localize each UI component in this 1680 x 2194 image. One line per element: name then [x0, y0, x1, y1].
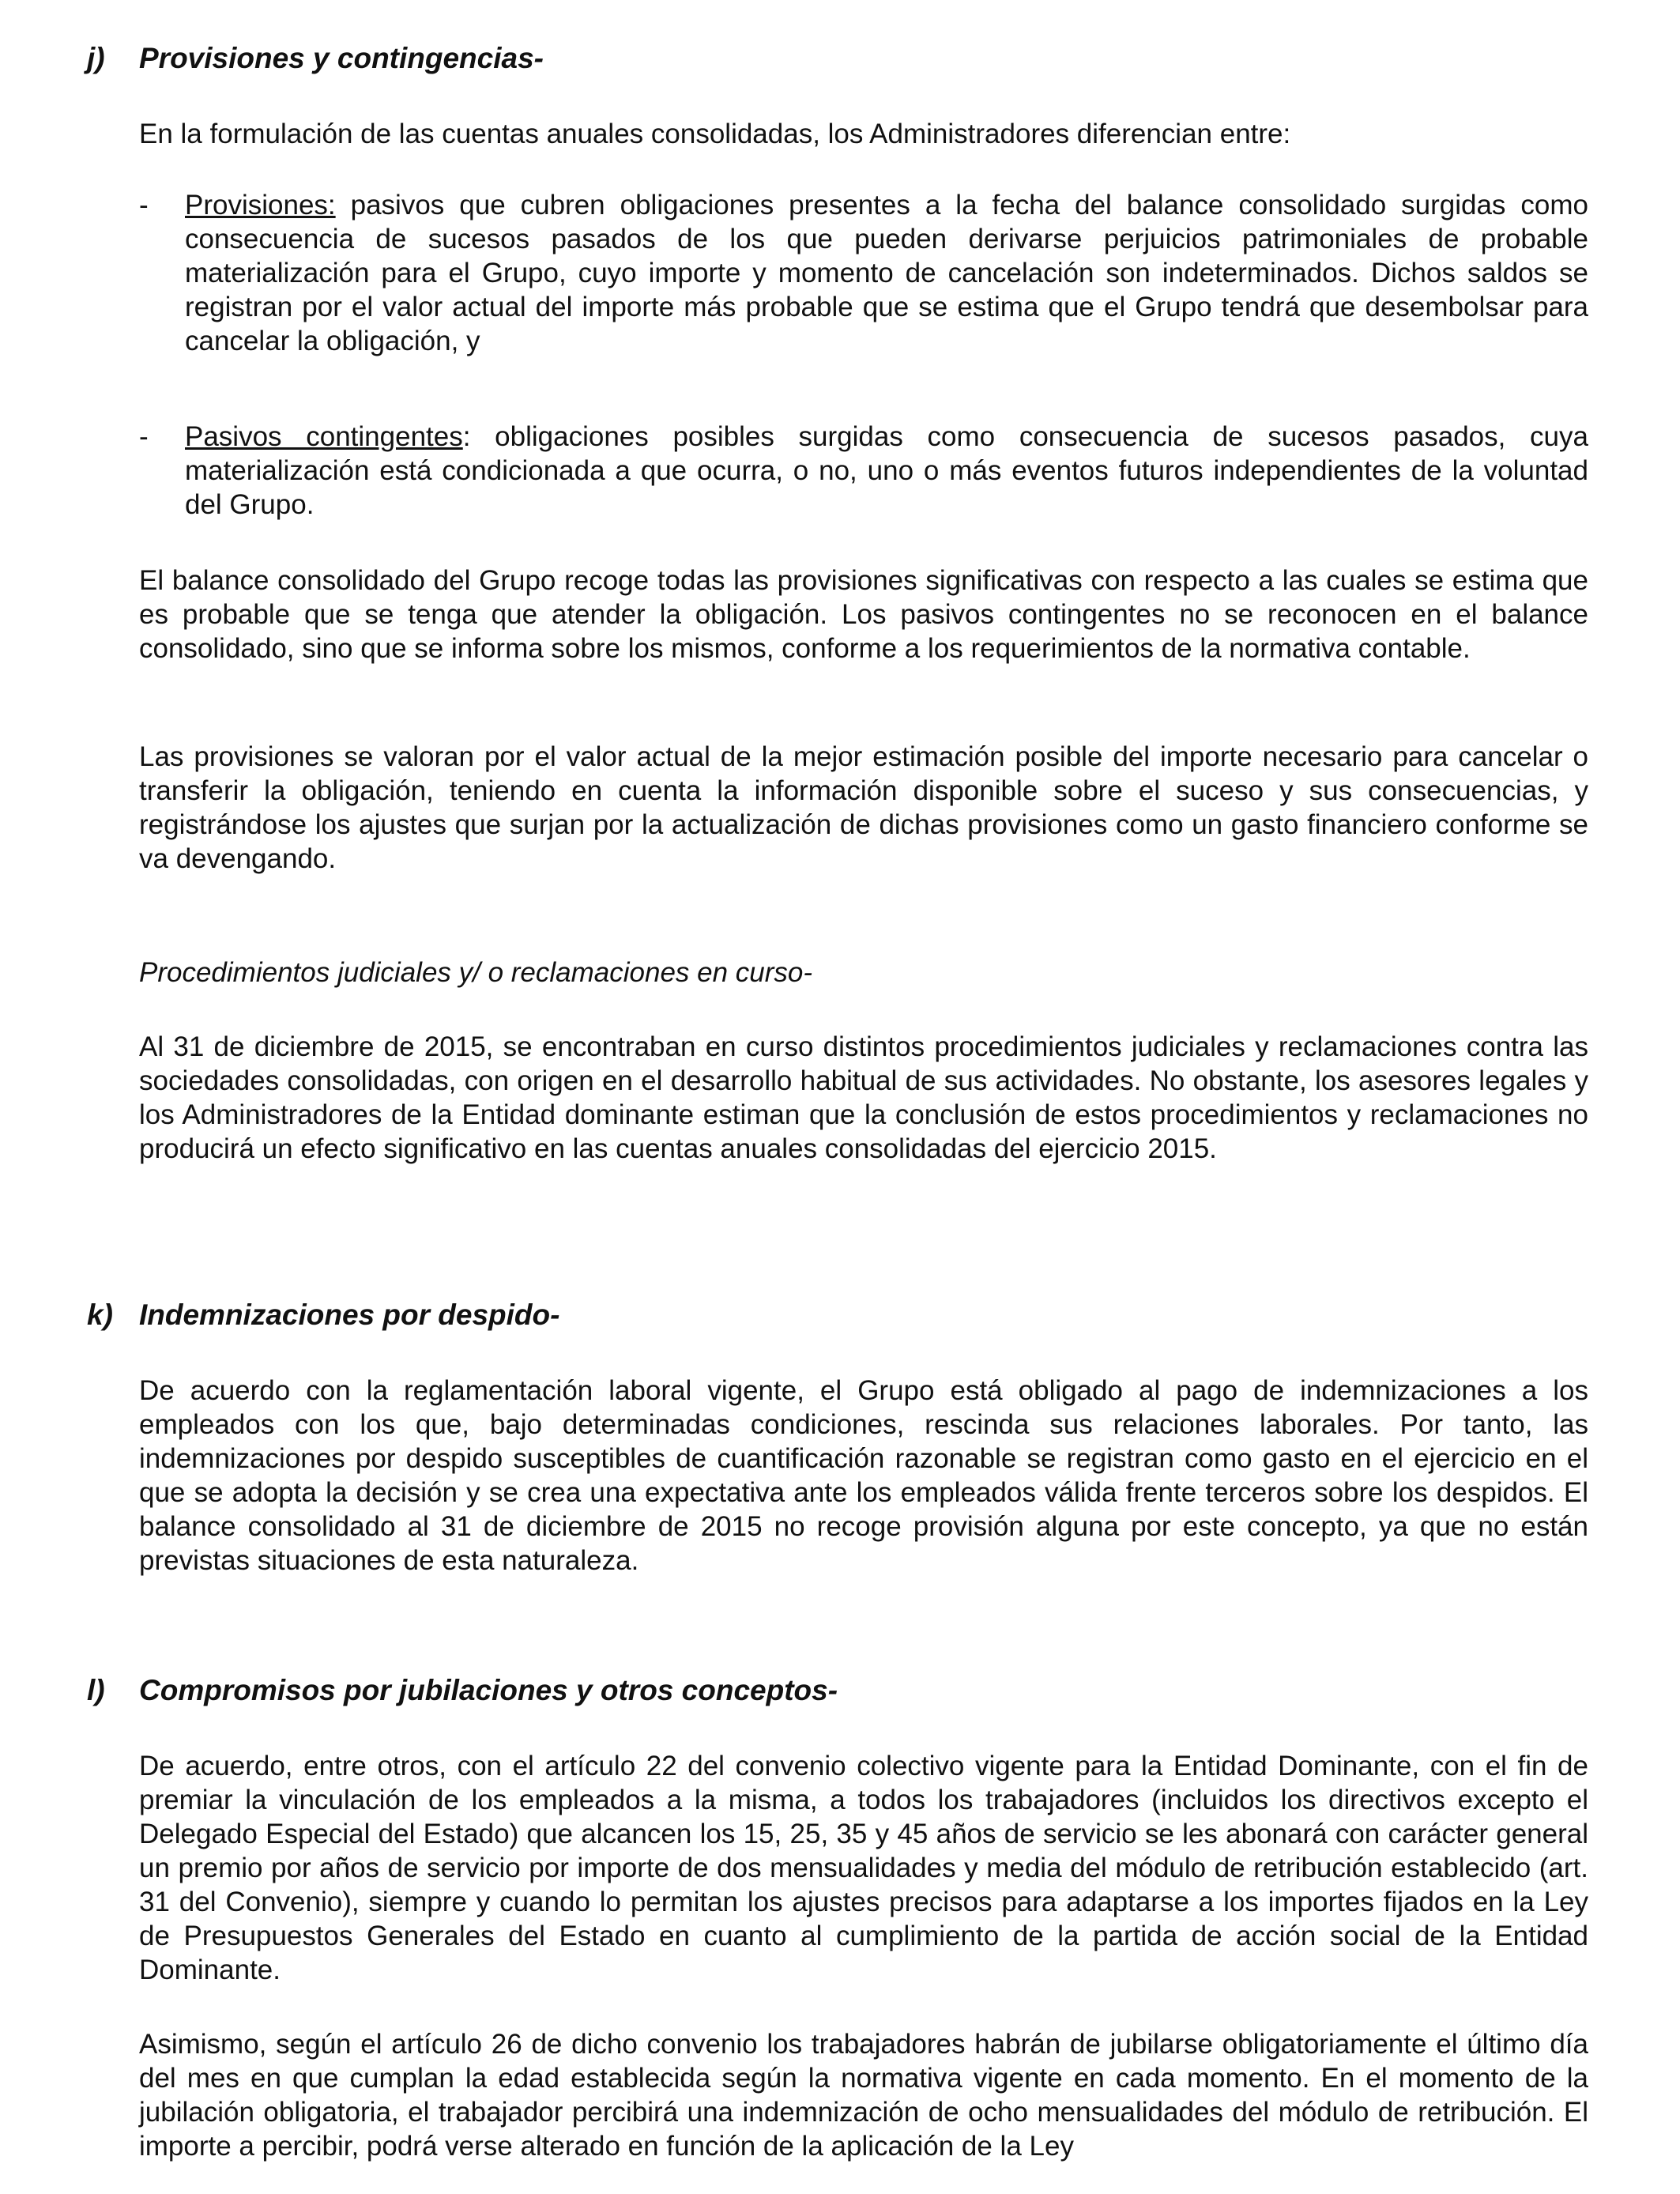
section-j-paragraph-1: El balance consolidado del Grupo recoge todas las provisiones significativas con respecto a las cuales se estima que es probable que se tenga que atender la obligación. Los pasivos contingentes no se reconocen en el balance consolidado, sino que se informa sobre los mismos, conforme a los requerimientos de la normativa contable.	[139, 565, 1588, 664]
term-pasivos-contingentes: Pasivos contingentes	[185, 421, 463, 452]
term-provisiones: Provisiones:	[185, 190, 336, 221]
bullet-pasivos-body: : obligaciones posibles surgidas como consecuencia de sucesos pasados, cuya materialización está condicionada a que ocurra, o no, uno o más eventos futuros independientes de la voluntad del Grupo.	[185, 421, 1588, 520]
section-j-heading	[87, 41, 544, 76]
section-k-title: Indemnizaciones por despido-	[139, 1299, 560, 1331]
subheading-procedimientos: Procedimientos judiciales y/ o reclamaciones en curso-	[139, 957, 813, 988]
bullet-pasivos-text	[185, 420, 1588, 522]
section-k-paragraph-1: De acuerdo con la reglamentación laboral vigente, el Grupo está obligado al pago de indemnizaciones a los empleados con los que, bajo determinadas condiciones, rescinda sus relaciones laborales. Por tanto, las indemnizaciones por despido susceptibles de cuantificación razonable se registran como gasto en el ejercicio en el que se adopta la decisión y se crea una expectativa ante los empleados válida frente terceros sobre los despidos. El balance consolidado al 31 de diciembre de 2015 no recoge provisión alguna por este concepto, ya que no están previstas situaciones de esta naturaleza.	[139, 1375, 1588, 1576]
section-l-heading	[87, 1673, 838, 1708]
section-j-letter: j)	[87, 42, 105, 74]
bullet-dash: -	[139, 190, 149, 221]
section-j-intro: En la formulación de las cuentas anuales consolidadas, los Administradores diferencian entre:	[139, 119, 1291, 149]
section-j-paragraph-2: Las provisiones se valoran por el valor actual de la mejor estimación posible del importe necesario para cancelar o transferir la obligación, teniendo en cuenta la información disponible sobre el suceso y sus consecuencias, y registrándose los ajustes que surjan por la actualización de dichas provisiones como un gasto financiero conforme se va devengando.	[139, 741, 1588, 874]
section-l-paragraph-1: De acuerdo, entre otros, con el artículo 22 del convenio colectivo vigente para la Entidad Dominante, con el fin de premiar la vinculación de los empleados a la misma, a todos los trabajadores (incluidos los directivos excepto el Delegado Especial del Estado) que alcancen los 15, 25, 35 y 45 años de servicio se les abonará con carácter general un premio por años de servicio por importe de dos mensualidades y media del módulo de retribución establecido (art. 31 del Convenio), siempre y cuando lo permitan los ajustes precisos para adaptarse a los importes fijados en la Ley de Presupuestos Generales del Estado en cuanto al cumplimiento de la partida de acción social de la Entidad Dominante.	[139, 1751, 1588, 1985]
bullet-dash: -	[139, 421, 149, 452]
section-k-heading	[87, 1298, 559, 1333]
section-l-letter: l)	[87, 1674, 105, 1706]
bullet-provisiones-body: pasivos que cubren obligaciones presentes a la fecha del balance consolidado surgidas como consecuencia de sucesos pasados de los que pueden derivarse perjuicios patrimoniales de probable materialización para el Grupo, cuyo importe y momento de cancelación son indeterminados. Dichos saldos se registran por el valor actual del importe más probable que se estima que el Grupo tendrá que desembolsar para cancelar la obligación, y	[185, 190, 1588, 356]
section-j-paragraph-3: Al 31 de diciembre de 2015, se encontraban en curso distintos procedimientos judiciales y reclamaciones contra las sociedades consolidadas, con origen en el desarrollo habitual de sus actividades. No obstante, los asesores legales y los Administradores de la Entidad dominante estiman que la conclusión de estos procedimientos y reclamaciones no producirá un efecto significativo en las cuentas anuales consolidadas del ejercicio 2015.	[139, 1031, 1588, 1164]
section-j-title: Provisiones y contingencias-	[139, 42, 544, 74]
section-l-title: Compromisos por jubilaciones y otros conceptos-	[139, 1674, 838, 1706]
section-k-letter: k)	[87, 1299, 113, 1331]
section-l-paragraph-2: Asimismo, según el artículo 26 de dicho convenio los trabajadores habrán de jubilarse obligatoriamente el último día del mes en que cumplan la edad establecida según la normativa vigente en cada momento. En el momento de la jubilación obligatoria, el trabajador percibirá una indemnización de ocho mensualidades del módulo de retribución. El importe a percibir, podrá verse alterado en función de la aplicación de la Ley	[139, 2029, 1588, 2162]
bullet-provisiones-text	[185, 188, 1588, 358]
